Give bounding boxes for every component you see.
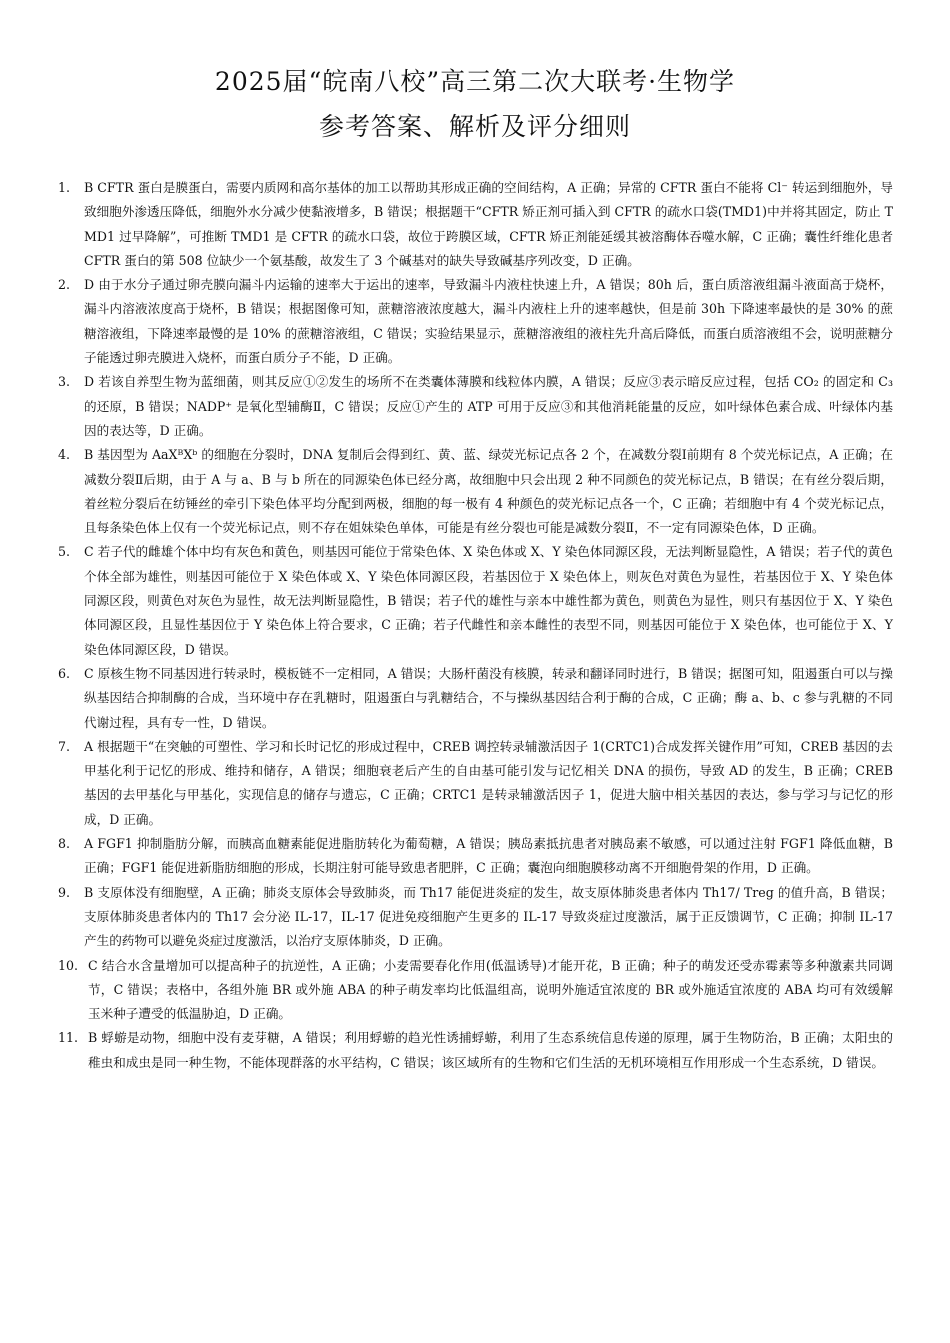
answer-item-7 (58, 735, 893, 832)
answer-text: B CFTR 蛋白是膜蛋白，需要内质网和高尔基体的加工以帮助其形成正确的空间结构，A 正确；异常的 CFTR 蛋白不能将 Cl⁻ 转运到细胞外，导致细胞外渗透压降低，细胞外水分减少使黏液增多，B 错误；根据题干“CFTR 矫正剂可插入到 CFTR 的疏水口袋(TMD1)中并将其固定，防止 TMD1 过早降解”，可推断 TMD1 是 CFTR 的疏水口袋，故位于跨膜区域，CFTR 矫正剂能延缓其被溶酶体吞噬水解，C 正确；囊性纤维化患者 CFTR 蛋白的第 508 位缺少一个氨基酸，故发生了 3 个碱基对的缺失导致碱基序列改变，D 正确。 (84, 180, 893, 268)
answer-text: A FGF1 抑制脂肪分解，而胰高血糖素能促进脂肪转化为葡萄糖，A 错误；胰岛素抵抗患者对胰岛素不敏感，可以通过注射 FGF1 降低血糖，B 正确；FGF1 能促进新脂肪细胞的形成，长期注射可能导致患者肥胖，C 正确；囊泡向细胞膜移动离不开细胞骨架的作用，D 正确。 (84, 836, 893, 876)
answer-item-3 (58, 370, 893, 443)
answer-item-8 (58, 832, 893, 881)
answer-text: B 蜉蝣是动物，细胞中没有麦芽糖，A 错误；利用蜉蝣的趋光性诱捕蜉蝣，利用了生态系统信息传递的原理，属于生物防治，B 正确；太阳虫的稚虫和成虫是同一种生物，不能体现群落的水平结构，C 错误；该区域所有的生物和它们生活的无机环境相互作用形成一个生态系统，D 错误。 (88, 1030, 893, 1070)
answer-number: 9. (58, 884, 71, 900)
answer-number: 2. (58, 277, 71, 293)
answer-number: 3. (58, 374, 71, 390)
answer-text: D 若该自养型生物为蓝细菌，则其反应①②发生的场所不在类囊体薄膜和线粒体内膜，A 错误；反应③表示暗反应过程，包括 CO₂ 的固定和 C₃ 的还原，B 错误；NADP⁺ 是氧化型辅酶Ⅱ，C 错误；反应①产生的 ATP 可用于反应③和其他消耗能量的反应，如叶绿体色素合成、叶绿体内基因的表达等，D 正确。 (84, 374, 893, 438)
answer-list (58, 176, 893, 1075)
answer-item-2 (58, 273, 893, 370)
answer-number: 5. (58, 544, 71, 560)
answer-text: D 由于水分子通过卵壳膜向漏斗内运输的速率大于运出的速率，导致漏斗内液柱快速上升，A 错误；80h 后，蛋白质溶液组漏斗液面高于烧杯，漏斗内溶液浓度高于烧杯，B 错误；根据图像可知，蔗糖溶液浓度越大，漏斗内液柱上升的速率越快，但是前 30h 下降速率最快的是 30% 的蔗糖溶液组，下降速率最慢的是 10% 的蔗糖溶液组，C 错误；实验结果显示，蔗糖溶液组的液柱先升高后降低，而蛋白质溶液组不会，说明蔗糖分子能透过卵壳膜进入烧杯，而蛋白质分子不能，D 正确。 (84, 277, 893, 366)
answer-number: 8. (58, 836, 71, 852)
document-title: 2025届“皖南八校”高三第二次大联考·生物学 (214, 67, 736, 96)
answer-number: 1. (58, 180, 71, 195)
answer-item-4 (58, 443, 893, 540)
answer-number: 10. (58, 957, 79, 973)
answer-number: 6. (58, 665, 71, 681)
answer-text: B 支原体没有细胞壁，A 正确；肺炎支原体会导致肺炎，而 Th17 能促进炎症的发生，故支原体肺炎患者体内 Th17/ Treg 的值升高，B 错误；支原体肺炎患者体内的 Th17 会分泌 IL-17，IL-17 促进免疫细胞产生更多的 IL-17 导致炎症过度激活，属于正反馈调节，C 正确；抑制 IL-17 产生的药物可以避免炎症过度激活，以治疗支原体肺炎，D 正确。 (84, 884, 893, 949)
answer-item-11 (58, 1026, 893, 1075)
document-subtitle: 参考答案、解析及评分细则 (318, 112, 631, 141)
answer-item-1 (58, 176, 893, 273)
answer-text: A 根据题干“在突触的可塑性、学习和长时记忆的形成过程中，CREB 调控转录辅激活因子 1(CRTC1)合成发挥关键作用”可知，CREB 基因的去甲基化利于记忆的形成、维持和储存，A 错误；细胞衰老后产生的自由基可能引发与记忆相关 DNA 的损伤，导致 AD 的发生，B 正确；CREB 基因的去甲基化与甲基化，实现信息的储存与遗忘，C 正确；CRTC1 是转录辅激活因子 1，促进大脑中相关基因的表达，参与学习与记忆的形成，D 正确。 (84, 738, 893, 827)
answer-text: B 基因型为 AaXᴮXᵇ 的细胞在分裂时，DNA 复制后会得到红、黄、蓝、绿荧光标记点各 2 个，在减数分裂Ⅰ前期有 8 个荧光标记点，A 正确；在减数分裂Ⅱ后期，由于 A 与 a、B 与 b 所在的同源染色体已经分离，故细胞中只会出现 2 种不同颜色的荧光标记点，B 错误；在有丝分裂后期，着丝粒分裂后在纺锤丝的牵引下染色体平均分配到两极，细胞的每一极有 4 种颜色的荧光标记点各一个，C 正确；若细胞中有 4 个荧光标记点，且每条染色体上仅有一个荧光标记点，则不存在姐妹染色单体，可能是有丝分裂也可能是减数分裂Ⅱ，不一定有同源染色体，D 正确。 (84, 447, 893, 536)
answer-text: C 结合水含量增加可以提高种子的抗逆性，A 正确；小麦需要春化作用(低温诱导)才能开花，B 正确；种子的萌发还受赤霉素等多种激素共同调节，C 错误；表格中，各组外施 BR 或外施 ABA 的种子萌发率均比低温组高，说明外施适宜浓度的 BR 或外施适宜浓度的 ABA 均可有效缓解玉米种子遭受的低温胁迫，D 正确。 (88, 957, 893, 1022)
answer-item-9 (58, 881, 893, 954)
answer-item-10 (58, 954, 893, 1027)
answer-number: 11. (58, 1030, 79, 1046)
answer-item-5 (58, 540, 893, 661)
answer-text: C 若子代的雌雄个体中均有灰色和黄色，则基因可能位于常染色体、X 染色体或 X、Y 染色体同源区段，无法判断显隐性，A 错误；若子代的黄色个体全部为雄性，则基因可能位于 X 染色体或 X、Y 染色体同源区段，若基因位于 X 染色体上，则灰色对黄色为显性，若基因位于 X、Y 染色体同源区段，则黄色对灰色为显性，故无法判断显隐性，B 错误；若子代的雄性与亲本中雄性都为黄色，则黄色为显性，则只有基因位于 X、Y 染色体同源区段，且显性基因位于 Y 染色体上符合要求，C 正确；若子代雌性和亲本雌性的表型不同，则基因可能位于 X 染色体，也可能位于 X、Y 染色体同源区段，D 错误。 (84, 544, 893, 657)
answer-number: 7. (58, 738, 71, 754)
answer-text: C 原核生物不同基因进行转录时，模板链不一定相同，A 错误；大肠杆菌没有核膜，转录和翻译同时进行，B 错误；据图可知，阻遏蛋白可以与操纵基因结合抑制酶的合成，当环境中存在乳糖时，阻遏蛋白与乳糖结合，不与操纵基因结合利于酶的合成，C 正确；酶 a、b、c 参与乳糖的不同代谢过程，具有专一性，D 错误。 (84, 665, 893, 730)
answer-item-6 (58, 662, 893, 735)
answer-number: 4. (58, 447, 71, 463)
